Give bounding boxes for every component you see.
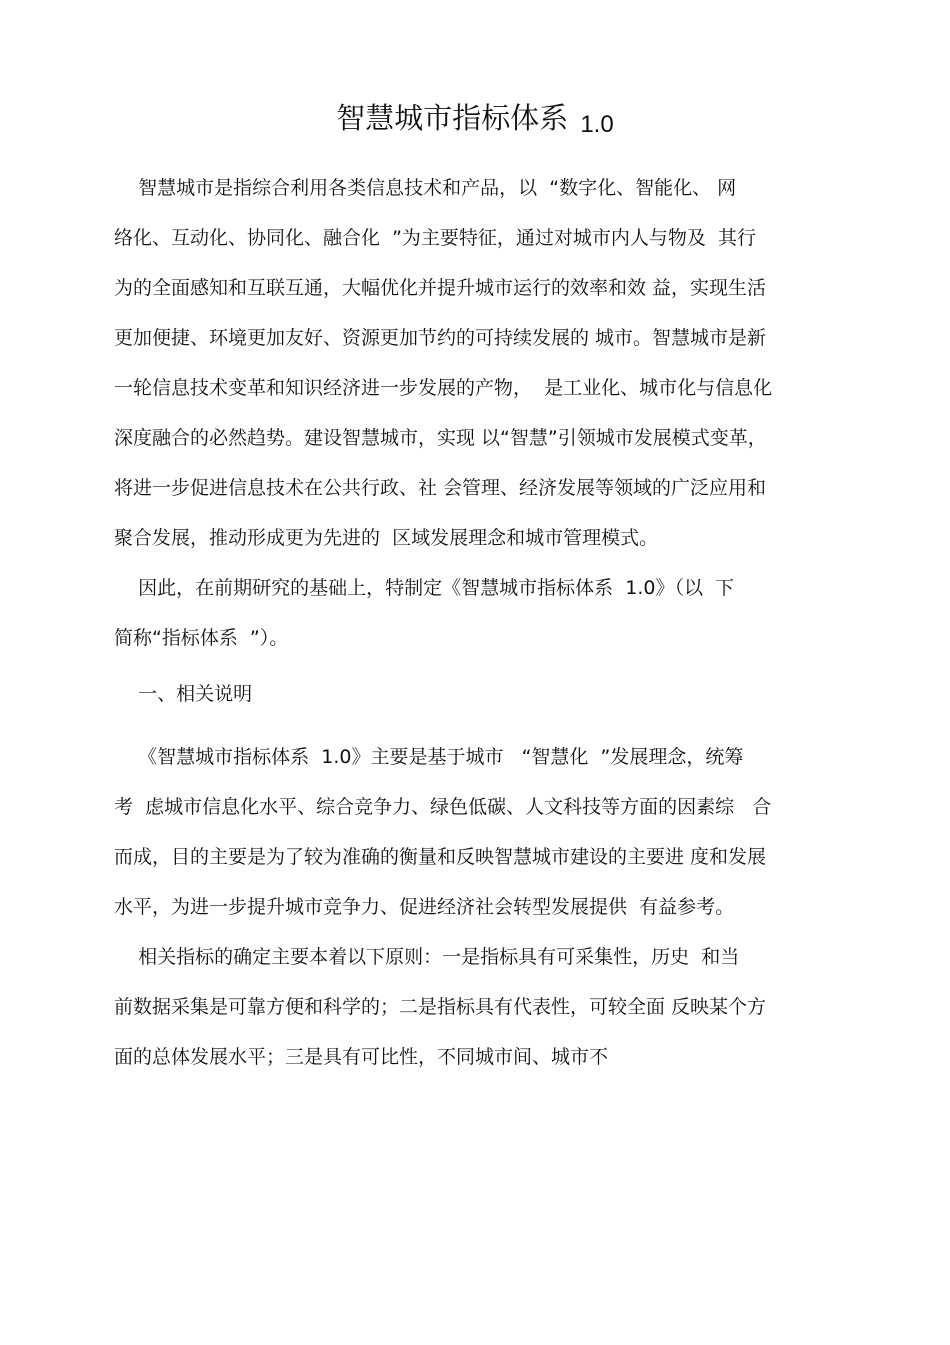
body-line: 深度融合的必然趋势。建设智慧城市，实现 以“智慧”引领城市发展模式变革， [114,427,767,449]
body-line: 更加便捷、环境更加友好、资源更加节约的可持续发展的 城市。智慧城市是新 [114,327,767,349]
body-line: 一轮信息技术变革和知识经济进一步发展的产物， 是工业化、城市化与信息化 [114,377,773,399]
body-line: 面的总体发展水平；三是具有可比性，不同城市间、城市不 [114,1046,609,1068]
body-line: 为的全面感知和互联互通，大幅优化并提升城市运行的效率和效 益，实现生活 [114,277,767,299]
title-text: 智慧城市指标体系 [336,101,569,135]
body-line: 络化、互动化、协同化、融合化 ”为主要特征，通过对城市内人与物及 其行 [114,227,757,249]
body-line: 将进一步促进信息技术在公共行政、社 会管理、经济发展等领域的广泛应用和 [114,477,767,499]
title-version: 1.0 [580,111,614,138]
section-heading: 一、相关说明 [114,683,253,705]
body-line: 考 虑城市信息化水平、综合竞争力、绿色低碳、人文科技等方面的因素综 合 [114,796,772,818]
body-line: 简称“指标体系 ”）。 [114,627,289,649]
body-line: 相关指标的确定主要本着以下原则：一是指标具有可采集性，历史 和当 [114,946,740,968]
document-title [0,98,950,145]
body-line: 《智慧城市指标体系 1.0》主要是基于城市 “智慧化 ”发展理念，统筹 [114,746,744,768]
body-line: 而成，目的主要是为了较为准确的衡量和反映智慧城市建设的主要进 度和发展 [114,846,767,868]
body-line: 水平，为进一步提升城市竞争力、促进经济社会转型发展提供 有益参考。 [114,896,735,918]
body-line: 前数据采集是可靠方便和科学的；二是指标具有代表性，可较全面 反映某个方 [114,996,767,1018]
body-line: 智慧城市是指综合利用各类信息技术和产品，以 “数字化、智能化、 网 [114,177,737,199]
body-line: 因此，在前期研究的基础上，特制定《智慧城市指标体系 1.0》（以 下 [114,577,735,599]
body-line: 聚合发展，推动形成更为先进的 区域发展理念和城市管理模式。 [114,527,659,549]
